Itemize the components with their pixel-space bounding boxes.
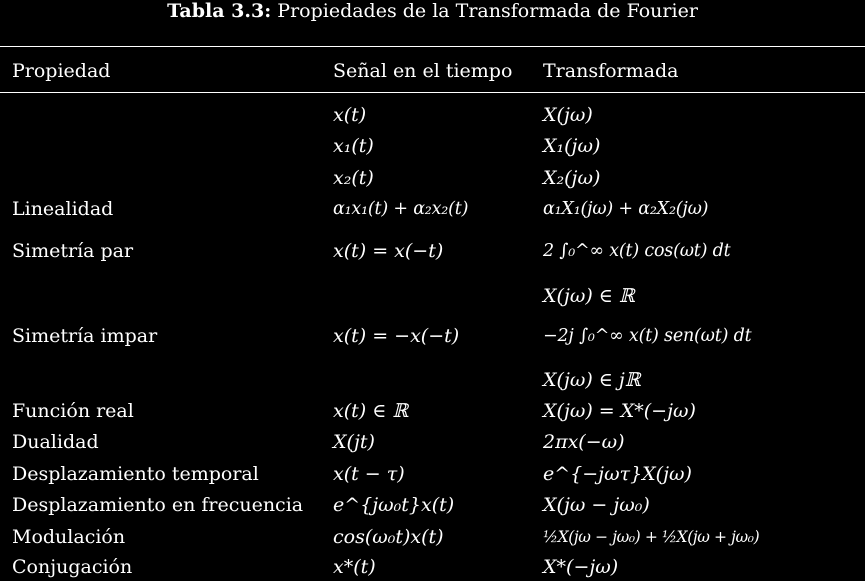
- header-transformada: Transformada: [543, 60, 679, 82]
- header-propiedad: Propiedad: [12, 60, 111, 82]
- row-5-signal: x(t) = −x(−t): [333, 325, 460, 347]
- caption-title: Propiedades de la Transformada de Fourier: [277, 0, 698, 22]
- row-11-signal: x*(t): [333, 556, 376, 578]
- row-3-signal: α₁x₁(t) + α₂x₂(t): [333, 199, 469, 219]
- row-10-signal: cos(ω₀t)x(t): [333, 526, 444, 548]
- row-1-transform: X₁(jω): [543, 135, 601, 157]
- row-5-property: Simetría impar: [12, 325, 158, 347]
- row-8-transform: e^{−jωτ}X(jω): [543, 463, 692, 485]
- row-8-signal: x(t − τ): [333, 463, 405, 485]
- row-10-transform: ½X(jω − jω₀) + ½X(jω + jω₀): [543, 528, 760, 546]
- row-6-property: Función real: [12, 400, 134, 422]
- row-0-signal: x(t): [333, 104, 367, 126]
- row-11-transform: X*(−jω): [543, 556, 619, 578]
- row-10-property: Modulación: [12, 526, 126, 548]
- row-4-extra: X(jω) ∈ ℝ: [543, 285, 635, 307]
- row-7-property: Dualidad: [12, 431, 99, 453]
- table-caption: [0, 0, 865, 22]
- row-8-property: Desplazamiento temporal: [12, 463, 259, 485]
- header-rule: [0, 92, 865, 93]
- row-4-transform: 2 ∫₀^∞ x(t) cos(ωt) dt: [543, 241, 731, 261]
- row-4-property: Simetría par: [12, 240, 134, 262]
- row-5-transform: −2j ∫₀^∞ x(t) sen(ωt) dt: [543, 326, 752, 346]
- header-senal: Señal en el tiempo: [333, 60, 513, 82]
- row-1-signal: x₁(t): [333, 135, 374, 157]
- row-3-transform: α₁X₁(jω) + α₂X₂(jω): [543, 199, 709, 219]
- caption-label: Tabla 3.3:: [167, 0, 272, 22]
- row-7-signal: X(jt): [333, 431, 375, 453]
- row-3-property: Linealidad: [12, 198, 114, 220]
- row-5-extra: X(jω) ∈ jℝ: [543, 369, 641, 391]
- row-6-transform: X(jω) = X*(−jω): [543, 400, 696, 422]
- row-6-signal: x(t) ∈ ℝ: [333, 400, 409, 422]
- row-0-transform: X(jω): [543, 104, 593, 126]
- row-9-transform: X(jω − jω₀): [543, 494, 650, 516]
- row-2-signal: x₂(t): [333, 167, 374, 189]
- row-2-transform: X₂(jω): [543, 167, 601, 189]
- top-rule: [0, 46, 865, 47]
- row-4-signal: x(t) = x(−t): [333, 240, 444, 262]
- row-7-transform: 2πx(−ω): [543, 431, 625, 453]
- row-9-signal: e^{jω₀t}x(t): [333, 494, 455, 516]
- row-11-property: Conjugación: [12, 556, 133, 578]
- row-9-property: Desplazamiento en frecuencia: [12, 494, 304, 516]
